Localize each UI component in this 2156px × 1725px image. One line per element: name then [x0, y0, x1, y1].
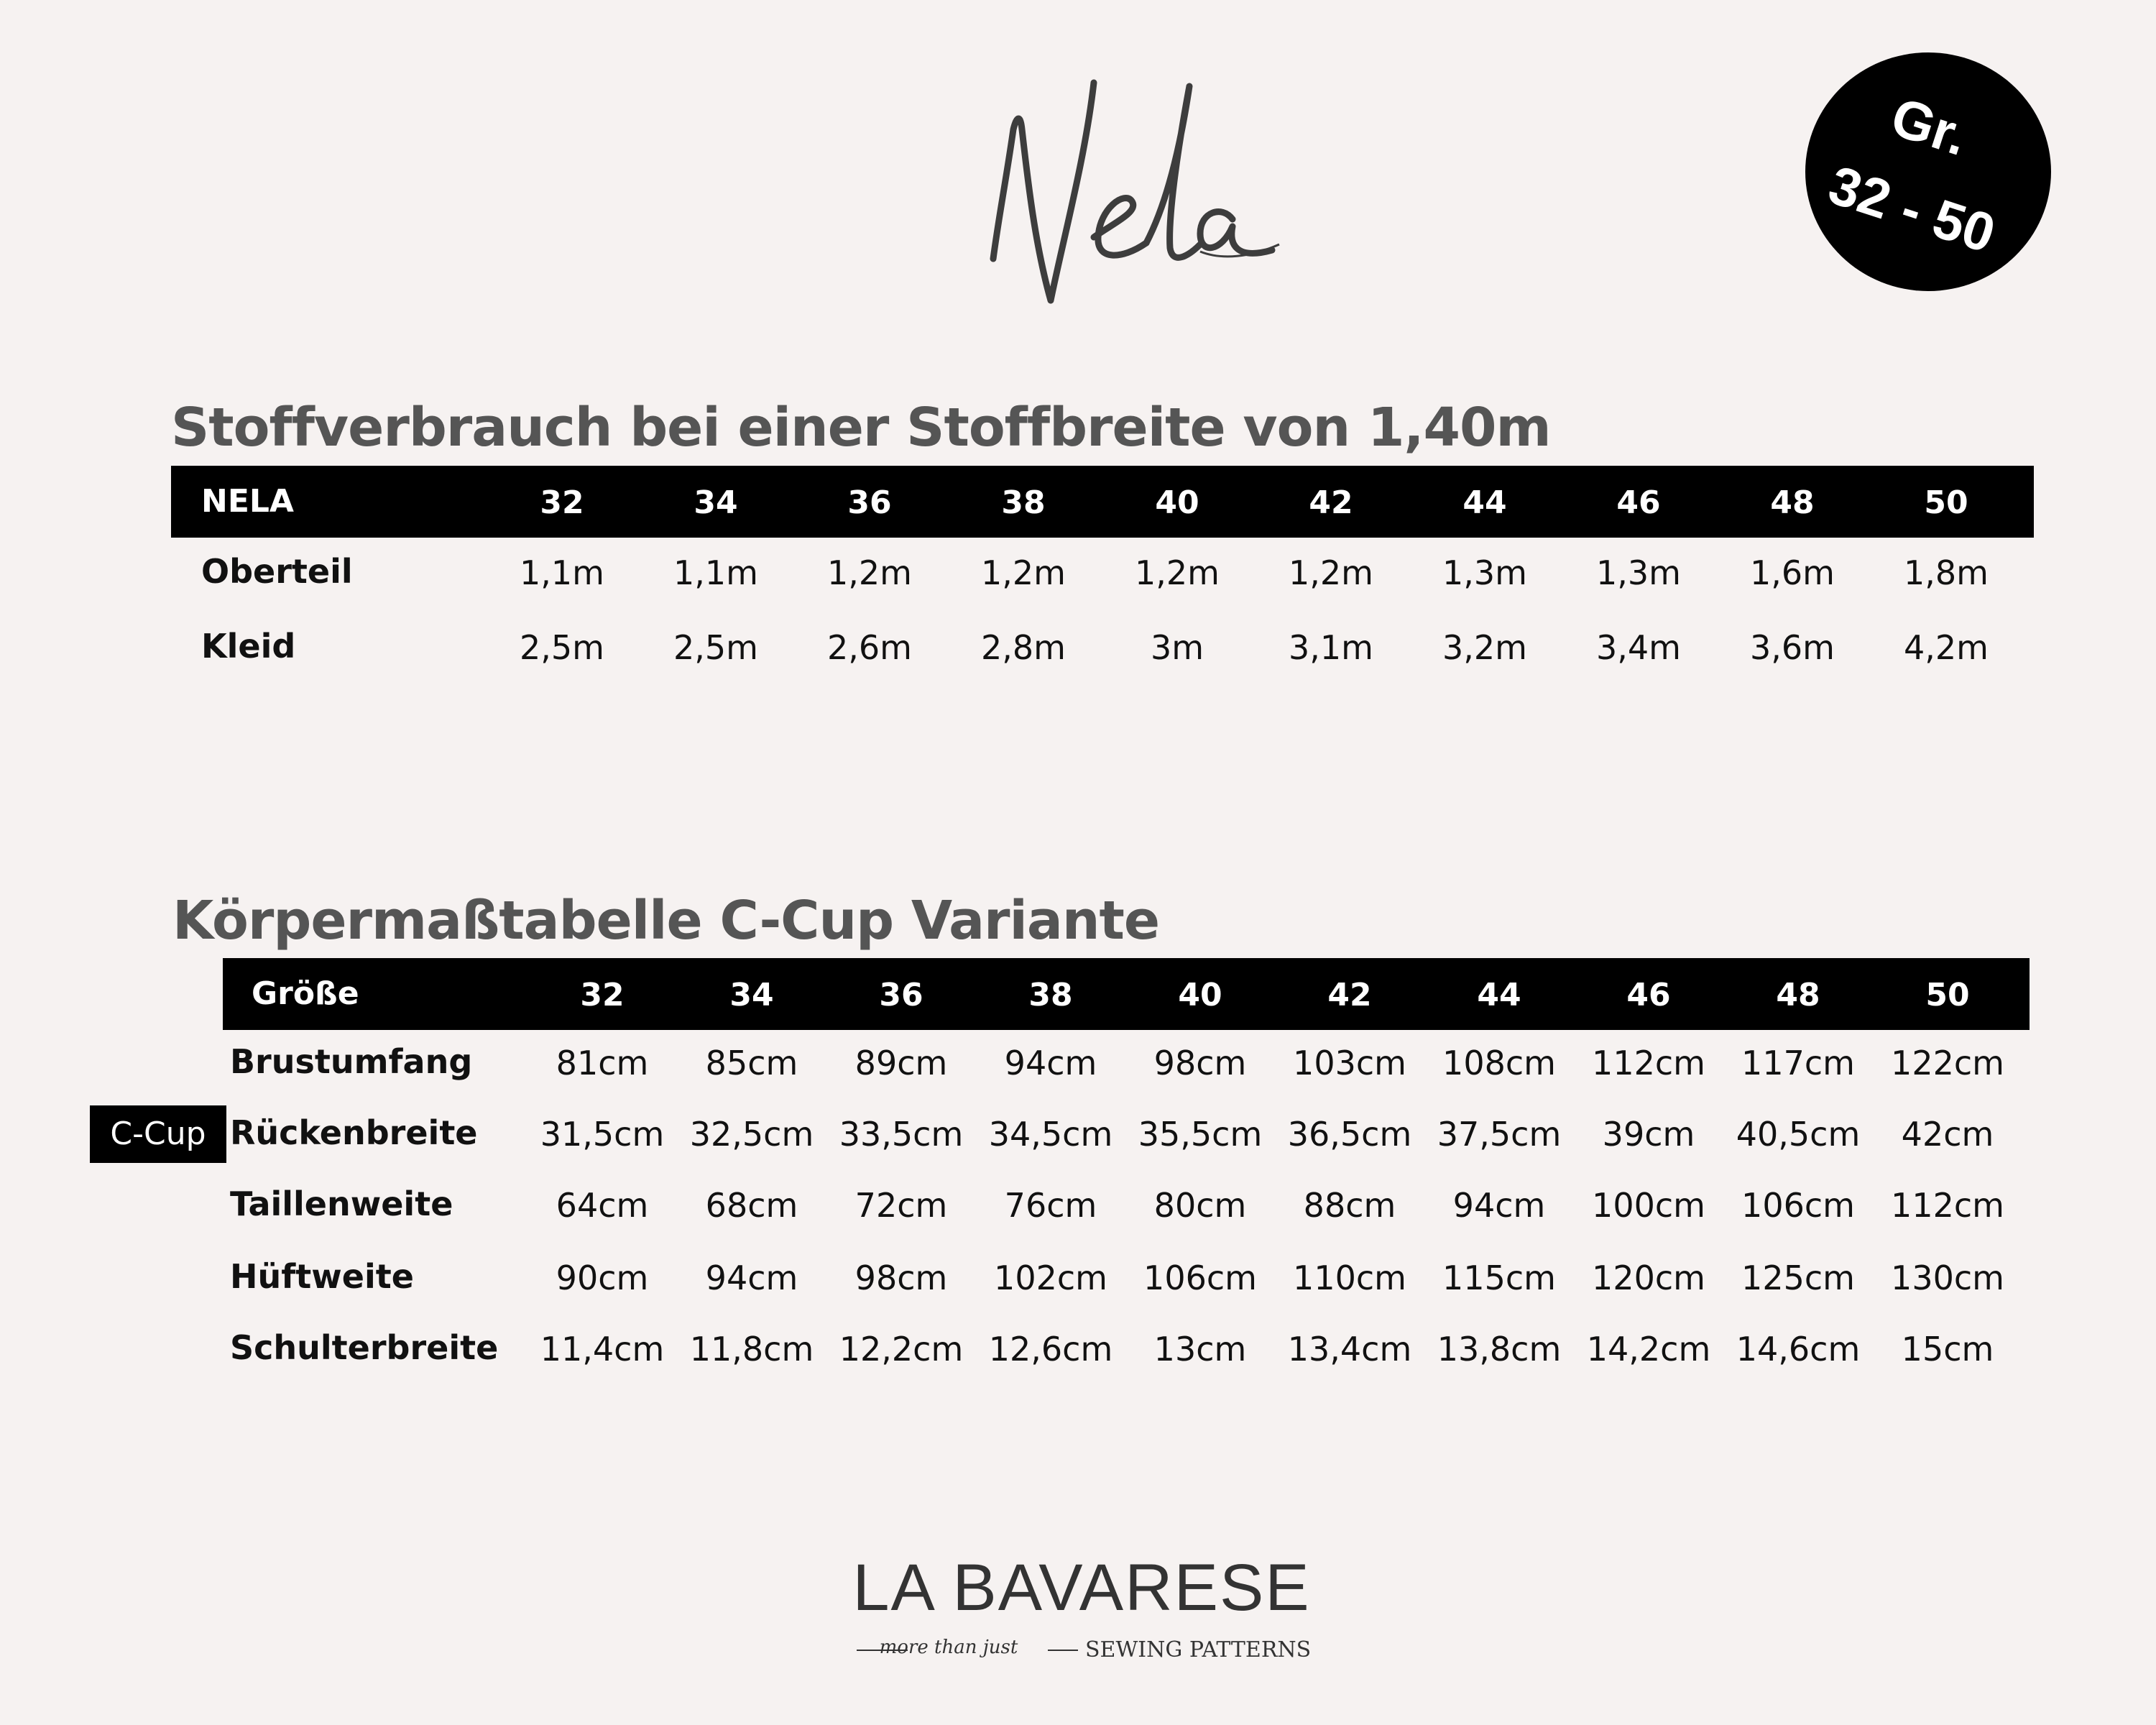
- fabric-size-col: 48: [1770, 484, 1815, 521]
- table-cell: 115cm: [1442, 1259, 1556, 1297]
- measure-size-col: 38: [1028, 977, 1073, 1013]
- fabric-size-col: 40: [1155, 484, 1199, 521]
- table-cell: 37,5cm: [1437, 1115, 1562, 1154]
- row-label: Rückenbreite: [230, 1113, 478, 1152]
- table-row: [171, 552, 2034, 610]
- table-cell: 31,5cm: [540, 1115, 665, 1154]
- fabric-size-col: 38: [1001, 484, 1046, 521]
- fabric-header-label: NELA: [201, 483, 294, 520]
- table-cell: 89cm: [854, 1044, 948, 1082]
- table-cell: 72cm: [854, 1186, 948, 1225]
- table-cell: 33,5cm: [839, 1115, 964, 1154]
- table-cell: 85cm: [705, 1044, 798, 1082]
- fabric-size-col: 36: [847, 484, 892, 521]
- table-cell: 120cm: [1592, 1259, 1705, 1297]
- la-bavarese-logo: [848, 1545, 1315, 1675]
- table-cell: 98cm: [1153, 1044, 1247, 1082]
- fabric-size-col: 42: [1309, 484, 1353, 521]
- table-cell: 106cm: [1741, 1186, 1855, 1225]
- table-row: [223, 1328, 2030, 1386]
- measure-header-label: Größe: [252, 975, 359, 1012]
- measure-heading: Körpermaßtabelle C-Cup Variante: [172, 890, 1160, 952]
- table-cell: 1,8m: [1904, 553, 1989, 592]
- table-cell: 13,8cm: [1437, 1330, 1562, 1368]
- table-cell: 3,4m: [1596, 628, 1681, 667]
- badge-line-2: 32 - 50: [1821, 154, 2002, 265]
- c-cup-tag: C-Cup: [90, 1105, 226, 1163]
- measure-size-col: 50: [1925, 977, 1970, 1013]
- row-label: Brustumfang: [230, 1042, 473, 1081]
- table-cell: 35,5cm: [1138, 1115, 1263, 1154]
- row-label: Kleid: [201, 627, 296, 666]
- table-cell: 15cm: [1901, 1330, 1994, 1368]
- measure-size-col: 44: [1477, 977, 1521, 1013]
- table-cell: 3,2m: [1442, 628, 1527, 667]
- table-cell: 103cm: [1293, 1044, 1406, 1082]
- table-cell: 125cm: [1741, 1259, 1855, 1297]
- table-cell: 1,6m: [1750, 553, 1835, 592]
- table-cell: 81cm: [556, 1044, 649, 1082]
- table-cell: 13cm: [1153, 1330, 1247, 1368]
- table-cell: 36,5cm: [1287, 1115, 1412, 1154]
- badge-line-1: Gr.: [1884, 86, 1976, 168]
- nela-script-title: [985, 72, 1286, 309]
- table-cell: 112cm: [1592, 1044, 1705, 1082]
- table-cell: 122cm: [1891, 1044, 2004, 1082]
- table-row: [223, 1042, 2030, 1100]
- table-cell: 13,4cm: [1287, 1330, 1412, 1368]
- table-cell: 106cm: [1143, 1259, 1257, 1297]
- size-range-badge: [1805, 52, 2051, 291]
- table-cell: 110cm: [1293, 1259, 1406, 1297]
- table-cell: 34,5cm: [988, 1115, 1113, 1154]
- measure-size-col: 34: [729, 977, 774, 1013]
- table-row: [223, 1257, 2030, 1315]
- measure-size-col: 48: [1776, 977, 1820, 1013]
- table-cell: 100cm: [1592, 1186, 1705, 1225]
- table-cell: 1,3m: [1442, 553, 1527, 592]
- table-cell: 40,5cm: [1736, 1115, 1861, 1154]
- table-cell: 88cm: [1303, 1186, 1396, 1225]
- row-label: Hüftweite: [230, 1257, 414, 1296]
- row-label: Oberteil: [201, 552, 353, 591]
- measure-table-header: [223, 958, 2030, 1030]
- row-label: Schulterbreite: [230, 1328, 499, 1367]
- table-cell: 117cm: [1741, 1044, 1855, 1082]
- table-cell: 90cm: [556, 1259, 649, 1297]
- table-row: [223, 1113, 2030, 1171]
- table-cell: 4,2m: [1904, 628, 1989, 667]
- measure-size-col: 32: [580, 977, 625, 1013]
- fabric-size-col: 50: [1924, 484, 1968, 521]
- table-cell: 1,1m: [520, 553, 604, 592]
- table-cell: 130cm: [1891, 1259, 2004, 1297]
- brand-tagline: SEWING PATTERNS: [1085, 1637, 1312, 1662]
- table-cell: 42cm: [1901, 1115, 1994, 1154]
- table-cell: 112cm: [1891, 1186, 2004, 1225]
- table-cell: 64cm: [556, 1186, 649, 1225]
- table-cell: 14,2cm: [1586, 1330, 1711, 1368]
- measure-size-col: 46: [1626, 977, 1671, 1013]
- table-cell: 80cm: [1153, 1186, 1247, 1225]
- fabric-table-header: [171, 466, 2034, 538]
- brand-script: more than just: [879, 1637, 1018, 1658]
- table-cell: 102cm: [994, 1259, 1107, 1297]
- table-cell: 3m: [1150, 628, 1204, 667]
- table-cell: 2,5m: [673, 628, 758, 667]
- table-cell: 2,5m: [520, 628, 604, 667]
- table-cell: 39cm: [1602, 1115, 1695, 1154]
- table-cell: 98cm: [854, 1259, 948, 1297]
- table-cell: 3,6m: [1750, 628, 1835, 667]
- table-cell: 2,6m: [827, 628, 912, 667]
- table-cell: 11,4cm: [540, 1330, 665, 1368]
- table-cell: 1,2m: [827, 553, 912, 592]
- fabric-size-col: 44: [1462, 484, 1507, 521]
- table-row: [223, 1184, 2030, 1242]
- table-cell: 14,6cm: [1736, 1330, 1861, 1368]
- table-cell: 94cm: [1452, 1186, 1546, 1225]
- fabric-size-col: 46: [1616, 484, 1661, 521]
- table-cell: 94cm: [705, 1259, 798, 1297]
- table-cell: 94cm: [1004, 1044, 1097, 1082]
- table-cell: 76cm: [1004, 1186, 1097, 1225]
- table-cell: 2,8m: [981, 628, 1066, 667]
- table-cell: 11,8cm: [689, 1330, 814, 1368]
- measure-size-col: 42: [1327, 977, 1372, 1013]
- table-cell: 1,2m: [1289, 553, 1373, 592]
- row-label: Taillenweite: [230, 1184, 453, 1223]
- fabric-heading: Stoffverbrauch bei einer Stoffbreite von 1,40m: [171, 397, 1551, 459]
- table-cell: 1,3m: [1596, 553, 1681, 592]
- table-cell: 12,2cm: [839, 1330, 964, 1368]
- table-cell: 108cm: [1442, 1044, 1556, 1082]
- measure-size-col: 36: [879, 977, 923, 1013]
- measure-size-col: 40: [1178, 977, 1222, 1013]
- table-cell: 68cm: [705, 1186, 798, 1225]
- table-cell: 3,1m: [1289, 628, 1373, 667]
- fabric-size-col: 32: [540, 484, 584, 521]
- table-row: [171, 627, 2034, 684]
- table-cell: 1,2m: [981, 553, 1066, 592]
- table-cell: 12,6cm: [988, 1330, 1113, 1368]
- brand-name: LA BAVARESE: [852, 1551, 1311, 1624]
- table-cell: 1,2m: [1135, 553, 1220, 592]
- fabric-size-col: 34: [694, 484, 738, 521]
- table-cell: 1,1m: [673, 553, 758, 592]
- table-cell: 32,5cm: [689, 1115, 814, 1154]
